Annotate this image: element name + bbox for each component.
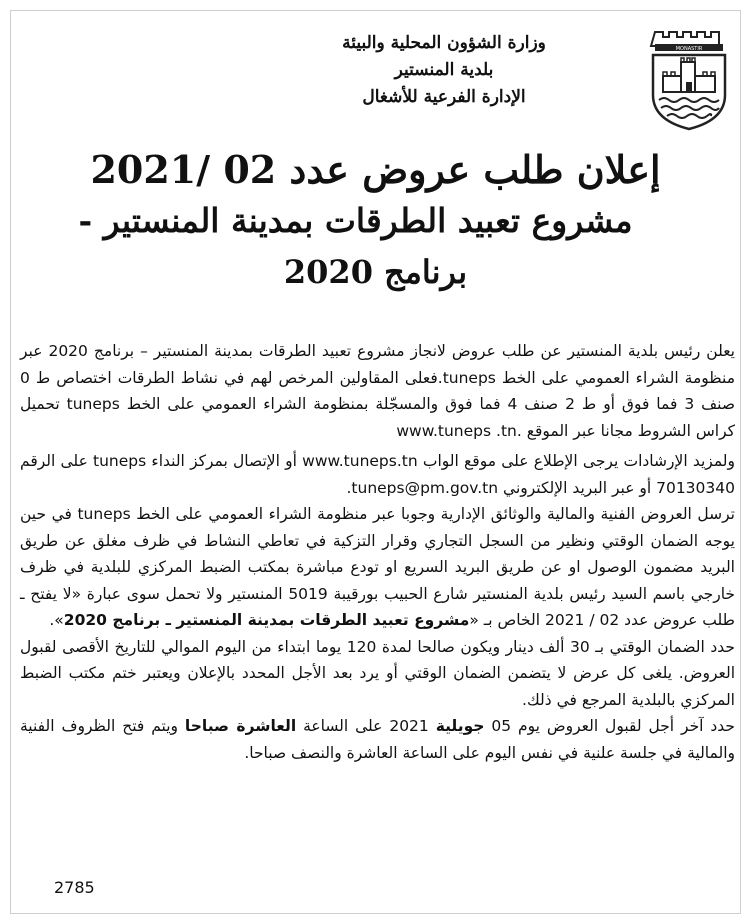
project-heading: مشروع تعبيد الطرقات بمدينة المنستير - xyxy=(78,201,633,240)
submission-text: ترسل العروض الفنية والمالية والوثائق الإدارية وجوبا عبر منظومة الشراء العمومي على الخط tuneps في حين يوجه الضمان الوقتي ونظير من السجل التجاري وقرار التزكية في تعاطي النشاط في ظرف مغلق عن طريق البريد مضمون الوصول او عن طريق البريد السريع او تودع مباشرة بمكتب الضبط المركزي للبلدية في ظرف خارجي باسم السيد رئيس بلدية المنستير شارع الحبيب بورقيبة 5019 المنستير ولا تحمل سوى عبارة «لا يفتح ـ طلب عروض عدد 02 / 2021 الخاص بـ « xyxy=(20,505,736,629)
letterhead xyxy=(0,20,751,130)
submission-close: ». xyxy=(49,611,64,629)
paragraph-submission xyxy=(20,501,735,634)
deadline-text-1: حدد آخر أجل لقبول العروض يوم 05 xyxy=(484,717,735,735)
deadline-month: جويلية xyxy=(435,717,485,735)
municipality-crest-icon xyxy=(647,28,731,132)
issuer-block xyxy=(279,30,609,111)
announcement-title xyxy=(0,144,751,298)
ministry-name: وزارة الشؤون المحلية والبيئة xyxy=(342,33,546,53)
deadline-time: العاشرة صباحا xyxy=(184,717,297,735)
crest-label: MONASTIR xyxy=(675,46,703,52)
reference-number: 2785 xyxy=(54,878,95,897)
tender-number-heading: إعلان طلب عروض عدد 02 /2021 xyxy=(90,147,661,192)
announcement-body xyxy=(20,338,735,766)
submission-project-name: مشروع تعبيد الطرقات بمدينة المنستير ـ برنامج 2020 xyxy=(63,611,470,629)
paragraph-intro: يعلن رئيس بلدية المنستير عن طلب عروض لانجاز مشروع تعبيد الطرقات بمدينة المنستير – برنامج 2020 عبر منظومة الشراء العمومي على الخط tuneps.فعلى المقاولين المرخص لهم في نشاط الطرقات اختصاص ط 0 صنف 3 فما فوق أو ط 2 صنف 4 فما فوق والمسجّلة بمنظومة الشراء العمومي على الخط tuneps تحميل كراس الشروط مجانا عبر الموقع .www.tuneps .tn xyxy=(20,342,735,440)
paragraph-contact: ولمزيد الإرشادات يرجى الإطلاع على موقع الواب www.tuneps.tn أو الإتصال بمركز النداء tuneps على الرقم 70130340 أو عبر البريد الإلكتروني tuneps@pm.gov.tn. xyxy=(20,452,735,497)
deadline-text-2: 2021 على الساعة xyxy=(296,717,436,735)
paragraph-guarantee: حدد الضمان الوقتي بـ 30 ألف دينار ويكون صالحا لمدة 120 يوما ابتداء من اليوم الموالي للتاريخ الأقصى لقبول العروض. يلغى كل عرض لا يتضمن الضمان الوقتي أو يرد بعد الأجل المحدد بالإعلان ويعتبر ختم مكتب الضبط المركزي بالبلدية المرجع في ذلك. xyxy=(20,637,736,709)
department-name: الإدارة الفرعية للأشغال xyxy=(362,87,526,107)
deadline-text-3: ويتم فتح الظروف الفنية والمالية في جلسة علنية في نفس اليوم على الساعة العاشرة والنصف صباحا. xyxy=(20,717,735,762)
paragraph-deadline xyxy=(20,713,735,766)
municipality-name: بلدية المنستير xyxy=(394,60,494,80)
program-heading: برنامج 2020 xyxy=(283,253,468,291)
